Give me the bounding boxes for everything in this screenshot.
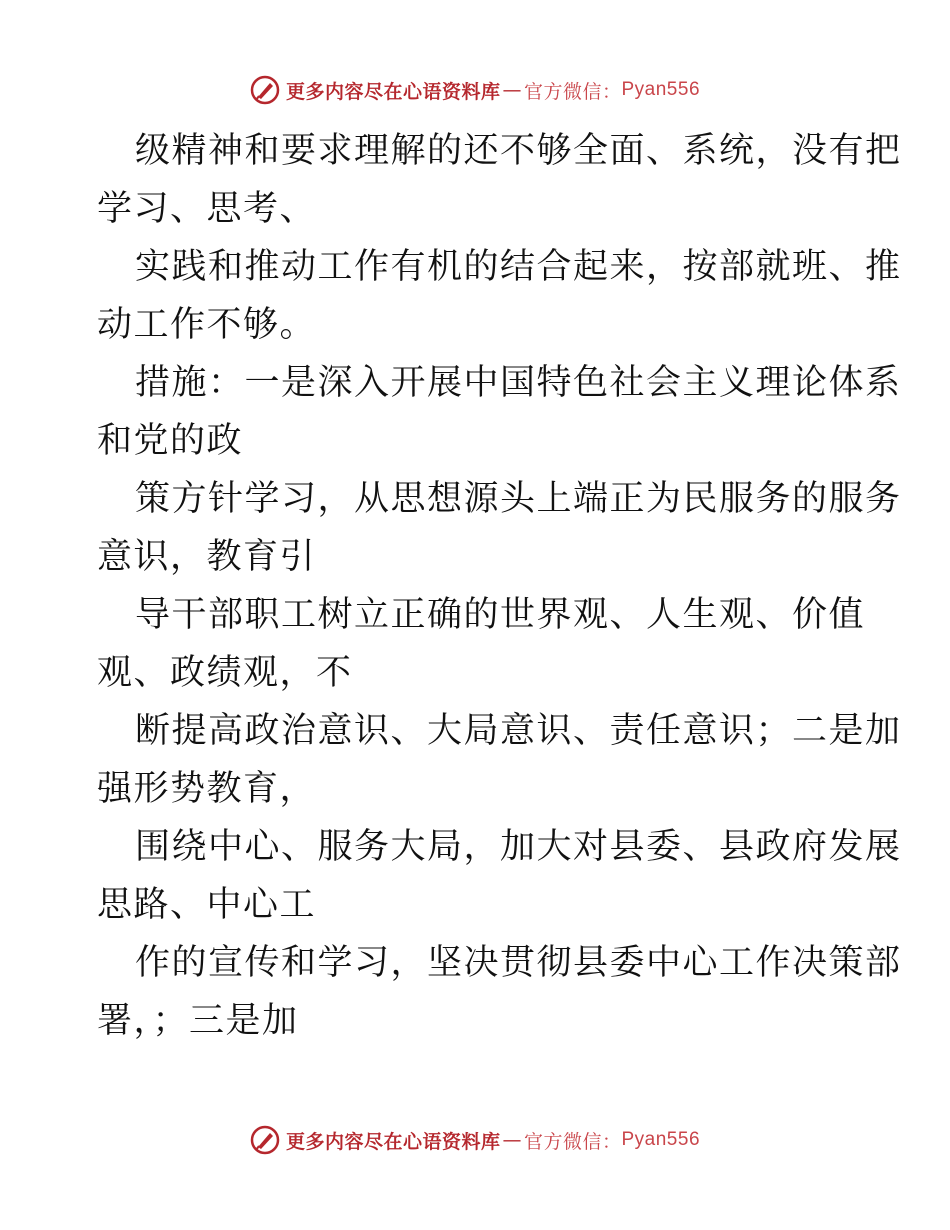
paragraph (97, 238, 902, 354)
watermark-site-name: 更多内容尽在心语资料库 (285, 1130, 501, 1153)
paragraph-line: 导干部职工树立正确的世界观、人生观、价值 (135, 595, 866, 635)
paragraph-line: 级精神和要求理解的还不够全面、系统，没有把 (135, 131, 902, 171)
footer-watermark (0, 1120, 950, 1160)
paragraph (97, 702, 902, 818)
paragraph-line: 断提高政治意识、大局意识、责任意识；二是加 (135, 711, 902, 751)
paragraph-line: 策方针学习，从思想源头上端正为民服务的服务 (135, 479, 902, 519)
paragraph (97, 818, 902, 934)
paragraph (97, 934, 902, 1050)
paragraph-line: 措施：一是深入开展中国特色社会主义理论体系 (135, 363, 902, 403)
watermark-label: 官方微信： (523, 80, 622, 103)
header-watermark (0, 70, 950, 110)
paragraph-line: 思路、中心工 (97, 885, 317, 925)
quill-logo-icon (250, 75, 280, 105)
watermark-site-name: 更多内容尽在心语资料库 (285, 80, 501, 103)
paragraph (97, 586, 866, 702)
paragraph-line: 署，；三是加 (97, 1001, 299, 1041)
paragraph-line: 动工作不够。 (97, 305, 317, 345)
quill-logo-icon (250, 1125, 280, 1155)
paragraph-line: 观、政绩观，不 (97, 653, 353, 693)
paragraph-line: 意识，教育引 (97, 537, 317, 577)
watermark-wechat-id: Pyan556 (621, 1129, 701, 1150)
document-body (97, 122, 902, 1050)
watermark-dash: — (502, 79, 522, 101)
paragraph (97, 122, 902, 238)
watermark-wechat-id: Pyan556 (621, 79, 701, 100)
paragraph-line: 实践和推动工作有机的结合起来，按部就班、推 (135, 247, 902, 287)
paragraph-line: 围绕中心、服务大局，加大对县委、县政府发展 (135, 827, 902, 867)
watermark-label: 官方微信： (523, 1130, 622, 1153)
paragraph (97, 470, 902, 586)
watermark-dash: — (502, 1129, 522, 1151)
paragraph-line: 作的宣传和学习，坚决贯彻县委中心工作决策部 (135, 943, 902, 983)
paragraph (97, 354, 902, 470)
paragraph-line: 和党的政 (97, 421, 244, 461)
paragraph-line: 强形势教育， (97, 769, 317, 809)
paragraph-line: 学习、思考、 (97, 189, 317, 229)
